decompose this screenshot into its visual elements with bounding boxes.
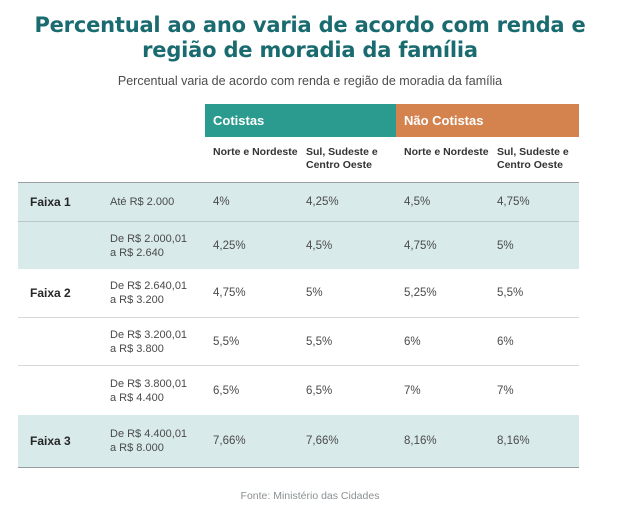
column-group-header-row [18,104,579,137]
rate-value-norte-nordeste-cotistas: 5,5% [213,335,240,348]
rate-value-sul-sudeste-cotistas: 4,5% [306,239,333,252]
table-row [18,415,579,467]
rate-value-norte-nordeste-nao-cotistas: 4,5% [404,196,431,208]
rate-value-norte-nordeste-nao-cotistas: 8,16% [404,435,437,447]
column-group-spacer [18,104,205,137]
rate-value-sul-sudeste-nao-cotistas: 6% [497,335,514,348]
rate-value-norte-nordeste-cotistas: 7,66% [213,435,246,447]
rate-value-norte-nordeste-cotistas: 4,25% [213,239,246,252]
column-group-nao-cotistas: Não Cotistas [396,104,579,137]
rate-value-norte-nordeste-nao-cotistas: 5,25% [404,287,437,299]
income-range: Até R$ 2.000 [110,196,175,208]
chart-title [0,0,620,63]
rate-value-sul-sudeste-cotistas: 4,25% [306,196,339,208]
source-note: Fonte: Ministério das Cidades [240,490,380,502]
rate-value-sul-sudeste-cotistas: 7,66% [306,435,339,447]
column-header-spacer [18,146,205,172]
chart-title-line1: Percentual ao ano varia de acordo com renda e [34,13,586,37]
rate-value-sul-sudeste-nao-cotistas: 4,75% [497,196,530,208]
rate-value-norte-nordeste-cotistas: 4,75% [213,287,246,299]
rate-value-norte-nordeste-cotistas: 6,5% [213,384,240,397]
income-range: De R$ 4.400,01 a R$ 8.000 [110,428,188,454]
table-row [18,317,579,365]
column-header-row [18,137,579,183]
table-row [18,365,579,415]
column-header-sul-sudeste-nao-cotistas: Sul, Sudeste e Centro Oeste [497,146,569,171]
rate-value-sul-sudeste-nao-cotistas: 8,16% [497,435,530,447]
income-range: De R$ 3.800,01 a R$ 4.400 [110,377,188,404]
faixa-label: Faixa 2 [30,286,71,300]
column-header-norte-nordeste-cotistas: Norte e Nordeste [213,146,298,158]
column-header-sul-sudeste-cotistas: Sul, Sudeste e Centro Oeste [306,146,378,171]
rate-value-norte-nordeste-nao-cotistas: 6% [404,335,421,348]
table-row [18,269,579,317]
rate-value-sul-sudeste-nao-cotistas: 5% [497,239,514,252]
rate-value-sul-sudeste-cotistas: 5,5% [306,335,333,348]
rate-value-sul-sudeste-nao-cotistas: 7% [497,384,514,397]
rates-table [18,104,579,468]
rate-value-sul-sudeste-nao-cotistas: 5,5% [497,287,524,299]
rate-value-norte-nordeste-nao-cotistas: 7% [404,384,421,397]
faixa-label: Faixa 3 [30,434,71,448]
income-range: De R$ 3.200,01 a R$ 3.800 [110,328,188,355]
income-range: De R$ 2.000,01 a R$ 2.640 [110,232,188,259]
column-group-cotistas: Cotistas [205,104,396,137]
table-body [18,183,579,468]
table-row [18,221,579,269]
faixa-label: Faixa 1 [30,195,71,209]
income-range: De R$ 2.640,01 a R$ 3.200 [110,280,188,306]
chart-title-line2: região de moradia da família [142,38,478,62]
rate-value-norte-nordeste-nao-cotistas: 4,75% [404,239,437,252]
rate-value-norte-nordeste-cotistas: 4% [213,196,230,208]
chart-subtitle: Percentual varia de acordo com renda e região de moradia da família [117,74,503,88]
column-header-norte-nordeste-nao-cotistas: Norte e Nordeste [404,146,489,158]
rate-value-sul-sudeste-cotistas: 6,5% [306,384,333,397]
table-row [18,183,579,221]
rate-value-sul-sudeste-cotistas: 5% [306,287,323,299]
